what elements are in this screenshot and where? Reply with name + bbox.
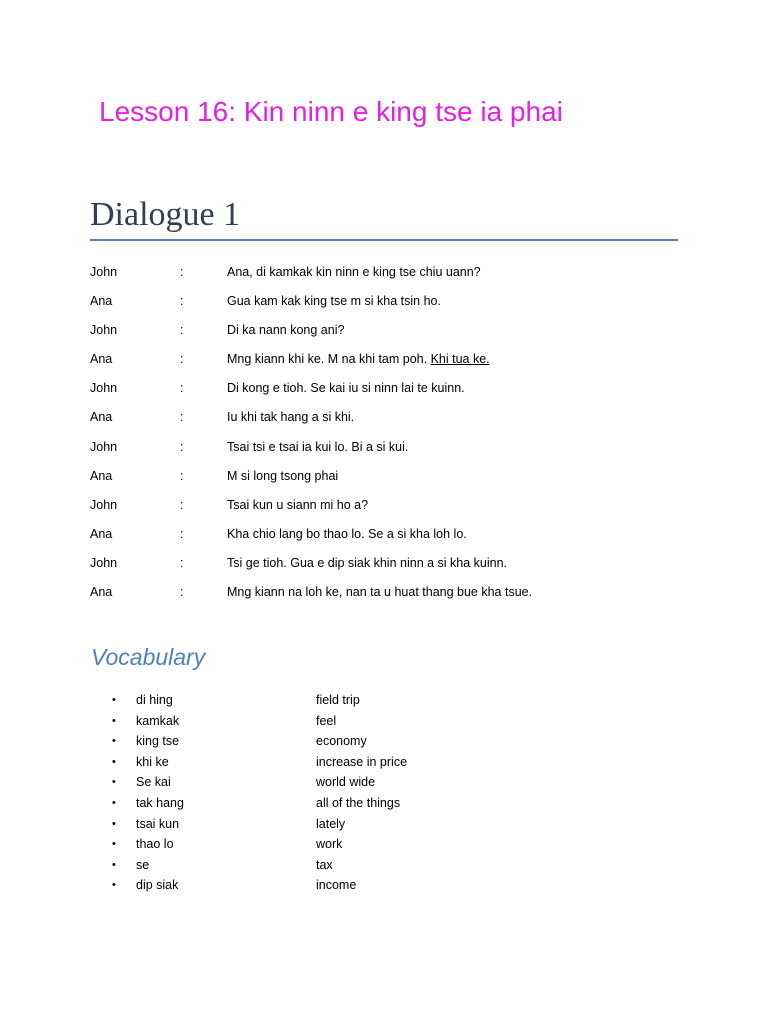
dialogue-colon: : — [180, 497, 184, 512]
dialogue-colon: : — [180, 352, 184, 367]
dialogue-line — [90, 466, 690, 495]
dialogue-line — [90, 320, 690, 349]
dialogue-speaker: John — [90, 497, 118, 512]
dialogue-speaker: John — [90, 323, 118, 338]
bullet-icon: • — [112, 714, 116, 727]
bullet-icon: • — [112, 796, 116, 809]
dialogue-speaker: John — [90, 265, 118, 279]
vocabulary-term: tak hang — [136, 795, 184, 810]
lesson-title: Lesson 16: Kin ninn e king tse ia phai — [99, 96, 563, 127]
dialogue-line — [90, 582, 690, 611]
vocabulary-term: di hing — [136, 693, 173, 707]
vocabulary-item — [112, 814, 532, 835]
vocabulary-meaning: lately — [316, 816, 346, 831]
vocabulary-meaning: tax — [316, 857, 333, 872]
vocabulary-list — [112, 690, 532, 896]
dialogue-speaker: Ana — [90, 585, 113, 600]
vocabulary-item — [112, 690, 532, 711]
dialogue-text: Di ka nann kong ani? — [227, 323, 345, 338]
vocabulary-term: dip siak — [136, 878, 179, 893]
bullet-icon: • — [112, 755, 116, 768]
bullet-icon: • — [112, 858, 116, 871]
vocabulary-term: kamkak — [136, 713, 180, 728]
dialogue-colon: : — [180, 323, 184, 338]
vocabulary-meaning: feel — [316, 713, 337, 728]
vocabulary-meaning: economy — [316, 734, 367, 749]
dialogue-speaker: John — [90, 439, 118, 454]
dialogue-line — [90, 349, 690, 378]
vocabulary-term: se — [136, 857, 150, 872]
vocabulary-item — [112, 793, 532, 814]
dialogue-line — [90, 524, 690, 553]
dialogue-heading: Dialogue 1 — [90, 196, 241, 233]
vocabulary-item — [112, 834, 532, 855]
vocabulary-meaning: work — [316, 837, 343, 852]
dialogue-text: Tsi ge tioh. Gua e dip siak khin ninn a si kha kuinn. — [227, 555, 508, 570]
vocabulary-item — [112, 752, 532, 773]
dialogue-text: Gua kam kak king tse m si kha tsin ho. — [227, 294, 441, 309]
vocabulary-term: Se kai — [136, 775, 171, 790]
vocabulary-item — [112, 731, 532, 752]
dialogue-text: Iu khi tak hang a si khi. — [227, 410, 355, 425]
dialogue-text: Tsai kun u siann mi ho a? — [227, 497, 369, 512]
vocabulary-meaning: field trip — [316, 693, 360, 707]
dialogue-speaker: Ana — [90, 294, 113, 309]
dialogue-colon: : — [180, 555, 184, 570]
dialogue-colon: : — [180, 265, 184, 279]
dialogue-line — [90, 437, 690, 466]
bullet-icon: • — [112, 817, 116, 830]
dialogue-text: Kha chio lang bo thao lo. Se a si kha loh lo. — [227, 526, 467, 541]
dialogue-colon: : — [180, 585, 184, 600]
vocabulary-term: thao lo — [136, 837, 174, 852]
underlined-phrase: Khi tua ke. — [430, 352, 490, 367]
dialogue-line — [90, 407, 690, 436]
dialogue-speaker: Ana — [90, 352, 113, 367]
dialogue-section — [90, 262, 690, 611]
dialogue-speaker: John — [90, 381, 118, 396]
vocabulary-item — [112, 711, 532, 732]
dialogue-colon: : — [180, 468, 184, 483]
vocabulary-term: king tse — [136, 734, 180, 749]
vocabulary-term: khi ke — [136, 754, 169, 769]
dialogue-speaker: Ana — [90, 410, 113, 425]
dialogue-line — [90, 262, 690, 291]
vocabulary-item — [112, 772, 532, 793]
bullet-icon: • — [112, 735, 116, 748]
dialogue-line — [90, 495, 690, 524]
dialogue-colon: : — [180, 439, 184, 454]
dialogue-line — [90, 291, 690, 320]
vocabulary-heading: Vocabulary — [91, 644, 206, 670]
dialogue-speaker: Ana — [90, 468, 113, 483]
vocabulary-meaning: increase in price — [316, 754, 408, 769]
dialogue-line — [90, 378, 690, 407]
bullet-icon: • — [112, 776, 116, 789]
dialogue-text: Mng kiann na loh ke, nan ta u huat thang bue kha tsue. — [227, 585, 533, 600]
dialogue-text: Mng kiann khi ke. M na khi tam poh. Khi tua ke. — [227, 352, 490, 367]
bullet-icon: • — [112, 879, 116, 892]
dialogue-colon: : — [180, 294, 184, 309]
bullet-icon: • — [112, 838, 116, 851]
dialogue-text: M si long tsong phai — [227, 468, 339, 483]
vocabulary-meaning: all of the things — [316, 795, 401, 810]
dialogue-text: Ana, di kamkak kin ninn e king tse chiu uann? — [227, 265, 481, 279]
vocabulary-term: tsai kun — [136, 816, 180, 831]
dialogue-colon: : — [180, 381, 184, 396]
dialogue-text: Di kong e tioh. Se kai iu si ninn lai te kuinn. — [227, 381, 465, 396]
dialogue-colon: : — [180, 526, 184, 541]
vocabulary-meaning: world wide — [316, 775, 376, 790]
vocabulary-item — [112, 855, 532, 876]
bullet-icon: • — [112, 694, 116, 706]
heading-underline-rule — [90, 239, 678, 241]
vocabulary-item — [112, 875, 532, 896]
dialogue-speaker: Ana — [90, 526, 113, 541]
dialogue-speaker: John — [90, 555, 118, 570]
dialogue-text: Tsai tsi e tsai ia kui lo. Bi a si kui. — [227, 439, 409, 454]
dialogue-line — [90, 553, 690, 582]
dialogue-colon: : — [180, 410, 184, 425]
vocabulary-meaning: income — [316, 878, 357, 893]
